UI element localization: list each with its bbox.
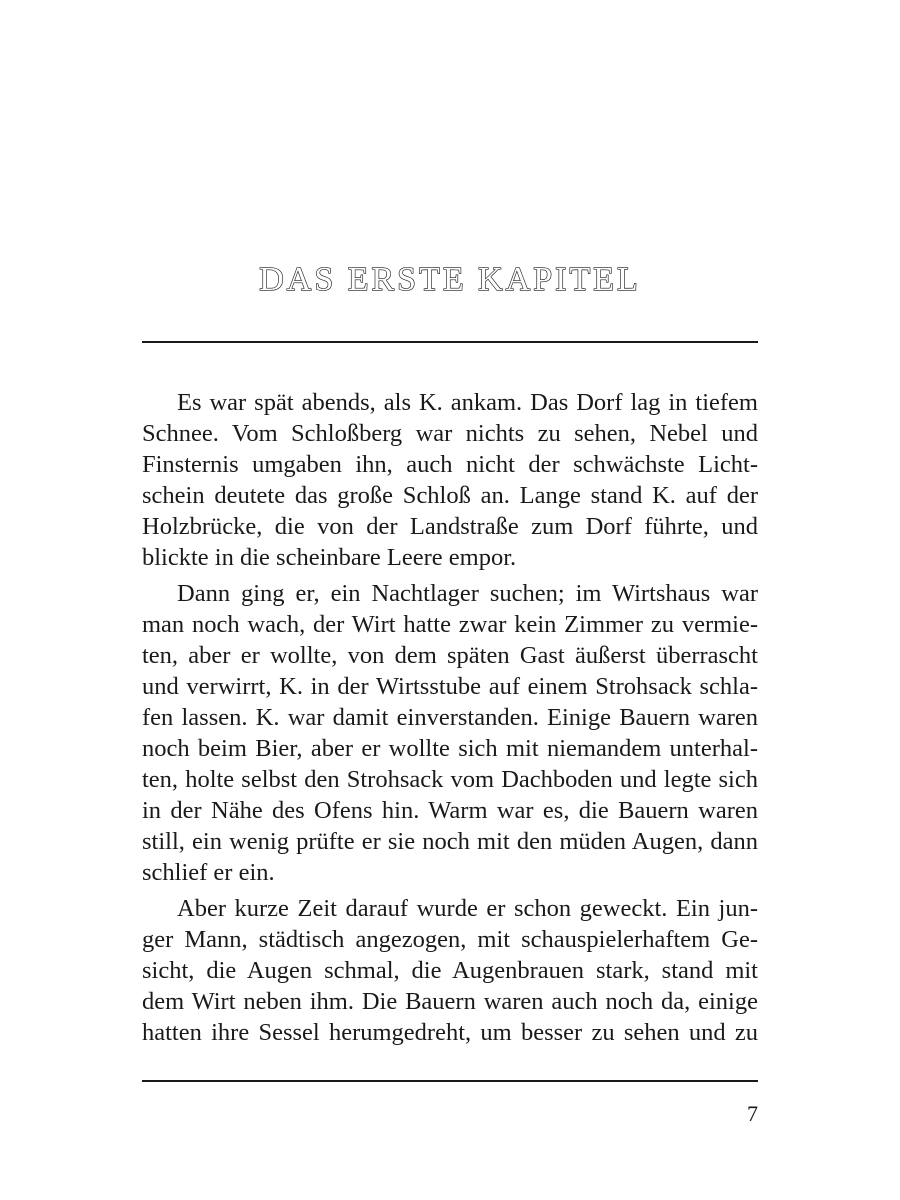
body-text [142,387,758,1053]
text-line: Finsternis umgaben ihn, auch nicht der schwächste Licht- [142,451,758,478]
text-line: sicht, die Augen schmal, die Augenbrauen stark, stand mit [142,957,758,984]
text-line: ten, holte selbst den Strohsack vom Dachboden und legte sich [142,766,758,793]
chapter-title: DAS ERSTE KAPITEL [259,261,641,298]
text-line: Dann ging er, ein Nachtlager suchen; im Wirtshaus war [177,580,758,607]
text-line: schlief er ein. [142,859,275,886]
paragraph-1 [142,387,758,573]
text-line: in der Nähe des Ofens hin. Warm war es, die Bauern waren [142,797,758,824]
text-line: Schnee. Vom Schloßberg war nichts zu sehen, Nebel und [142,420,758,447]
text-line: Holzbrücke, die von der Landstraße zum Dorf führte, und [142,513,758,540]
bottom-divider [142,1080,758,1082]
paragraph-3 [142,893,758,1048]
text-line: dem Wirt neben ihm. Die Bauern waren auch noch da, einige [142,988,758,1015]
text-line: Es war spät abends, als K. ankam. Das Dorf lag in tiefem [177,389,758,416]
paragraph-2 [142,578,758,888]
text-line: fen lassen. K. war damit einverstanden. Einige Bauern waren [142,704,758,731]
text-line: ger Mann, städtisch angezogen, mit schauspielerhaftem Ge- [142,926,758,953]
top-divider [142,341,758,343]
text-line: schein deutete das große Schloß an. Lange stand K. auf der [142,482,758,509]
text-line: und verwirrt, K. in der Wirtsstube auf einem Strohsack schla- [142,673,758,700]
text-line: still, ein wenig prüfte er sie noch mit den müden Augen, dann [142,828,758,855]
page-number: 7 [747,1101,758,1126]
text-line: ten, aber er wollte, von dem späten Gast äußerst überrascht [142,642,758,669]
text-line: hatten ihre Sessel herumgedreht, um besser zu sehen und zu [142,1019,758,1046]
text-line: Aber kurze Zeit darauf wurde er schon geweckt. Ein jun- [177,895,758,922]
text-line: man noch wach, der Wirt hatte zwar kein Zimmer zu vermie- [142,611,758,638]
text-line: noch beim Bier, aber er wollte sich mit niemandem unterhal- [142,735,758,762]
text-line: blickte in die scheinbare Leere empor. [142,544,517,571]
